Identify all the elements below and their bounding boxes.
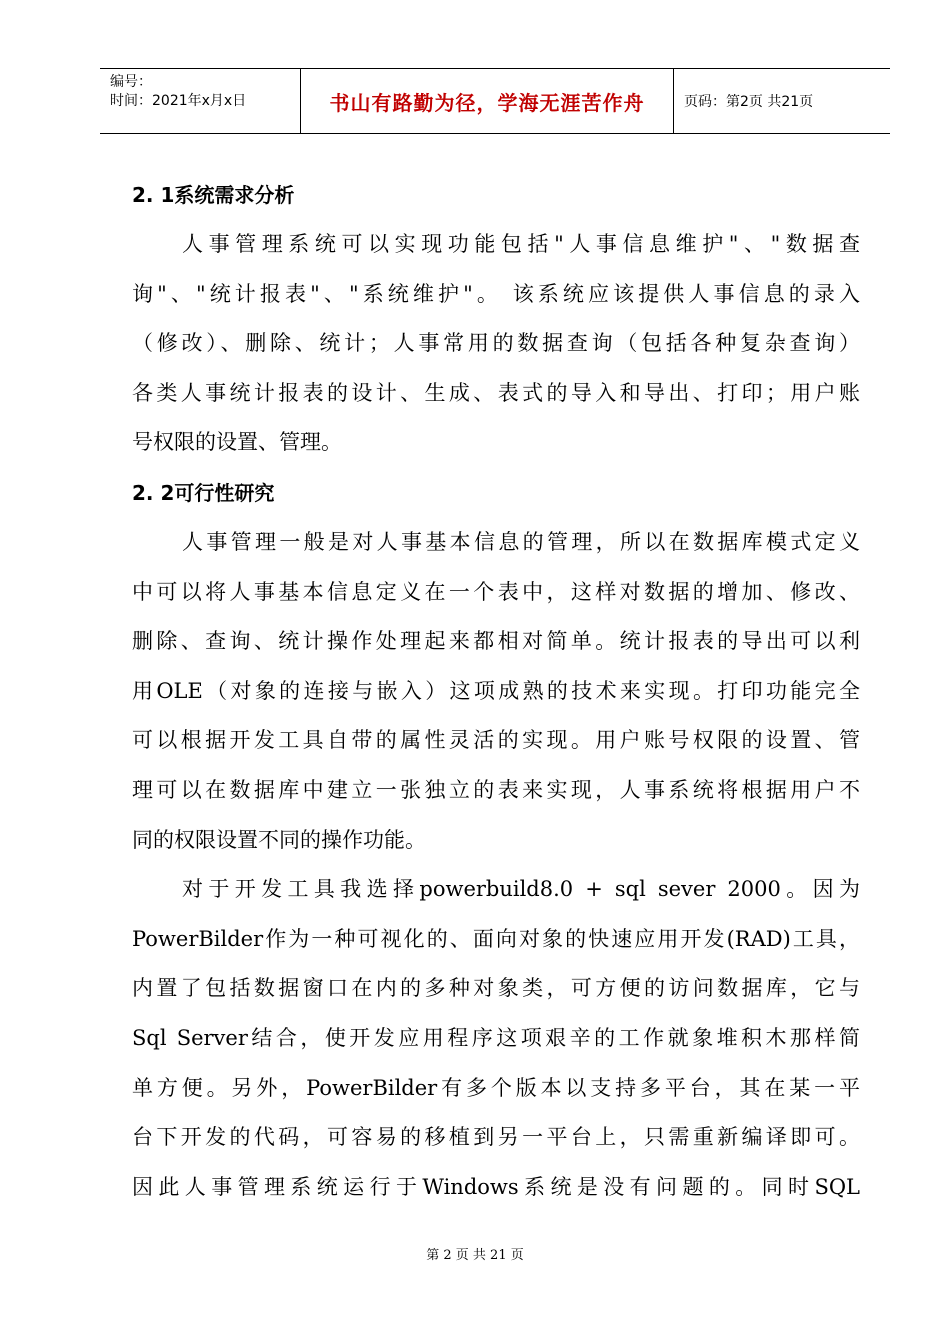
paragraph-line: 人事管理系统可以实现功能包括"人事信息维护"、"数据查 — [182, 232, 860, 256]
paragraph-line: 号权限的设置、管理。 — [132, 430, 342, 455]
paragraph-line: 询"、"统计报表"、"系统维护"。 该系统应该提供人事信息的录入 — [132, 281, 860, 306]
paragraph-line: 因此人事管理系统运行于Windows系统是没有问题的。同时SQL — [132, 1174, 860, 1199]
time-label: 时间：2021年x月x日 — [110, 93, 247, 109]
header-page-label: 页码：第2页 共21页 — [684, 94, 814, 110]
paragraph-line: 内置了包括数据窗口在内的多种对象类，可方便的访问数据库，它与 — [132, 976, 860, 1001]
paragraph-line: 理可以在数据库中建立一张独立的表来实现，人事系统将根据用户不 — [132, 777, 860, 802]
paragraph-line: 对于开发工具我选择powerbuild8.0 + sql sever 2000。因为 — [182, 877, 860, 902]
paragraph-line: 人事管理一般是对人事基本信息的管理，所以在数据库模式定义 — [182, 529, 860, 554]
paragraph-line: 单方便。另外，PowerBilder有多个版本以支持多平台，其在某一平 — [132, 1075, 860, 1100]
header-motto: 书山有路勤为径，学海无涯苦作舟 — [301, 69, 674, 133]
paragraph-line: 台下开发的代码，可容易的移植到另一平台上，只需重新编译即可。 — [132, 1125, 860, 1150]
paragraph-line: PowerBilder作为一种可视化的、面向对象的快速应用开发(RAD)工具， — [132, 926, 860, 951]
paragraph-line: 删除、查询、统计操作处理起来都相对简单。统计报表的导出可以利 — [132, 629, 860, 654]
paragraph-line: 同的权限设置不同的操作功能。 — [132, 827, 426, 852]
paragraph-line: 可以根据开发工具自带的属性灵活的实现。用户账号权限的设置、管 — [132, 728, 860, 753]
page-footer: 第 2 页 共 21 页 — [426, 1248, 524, 1263]
paragraph-line: 各类人事统计报表的设计、生成、表式的导入和导出、打印；用户账 — [132, 380, 860, 405]
document-body — [132, 170, 860, 1212]
paragraph-line: 中可以将人事基本信息定义在一个表中，这样对数据的增加、修改、 — [132, 579, 860, 604]
header-meta — [100, 69, 301, 133]
number-label: 编号： — [110, 74, 152, 90]
page-header — [100, 68, 890, 134]
section-heading: 2. 2可行性研究 — [132, 480, 275, 505]
paragraph-line: 用OLE（对象的连接与嵌入）这项成熟的技术来实现。打印功能完全 — [132, 678, 860, 703]
paragraph-line: Sql Server结合，使开发应用程序这项艰辛的工作就象堆积木那样简 — [132, 1025, 860, 1050]
section-heading: 2. 1系统需求分析 — [132, 183, 295, 207]
paragraph-line: （修改）、删除、统计；人事常用的数据查询（包括各种复杂查询） — [132, 331, 860, 356]
